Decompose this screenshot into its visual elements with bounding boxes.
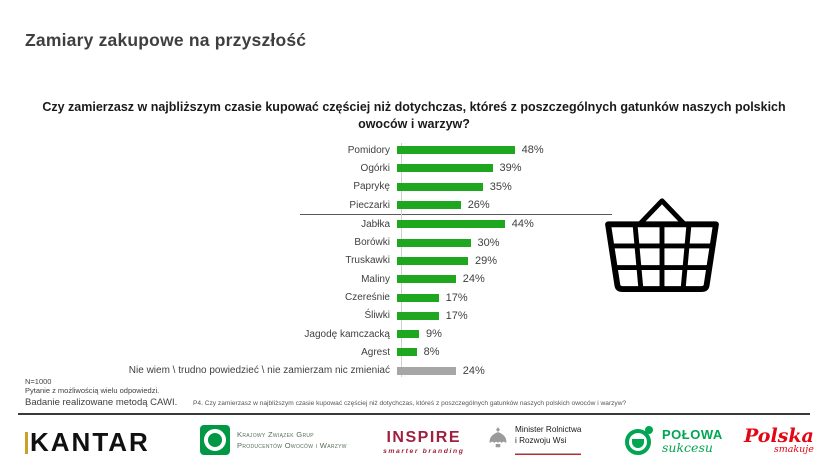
value-label: 44% (511, 218, 534, 231)
category-label: Jagodę kamczacką (304, 328, 390, 340)
kzgpoiw-logo (200, 425, 347, 455)
page-title: Zamiary zakupowe na przyszłość (25, 30, 307, 50)
bar-chart (0, 141, 620, 380)
footnotes (25, 377, 177, 408)
bar (397, 330, 419, 338)
eagle-icon (487, 425, 509, 453)
value-label: 9% (426, 328, 442, 341)
bar (397, 312, 439, 320)
ministry-line1: Minister Rolnictwa (515, 425, 582, 434)
inspire-logo (383, 429, 465, 455)
value-label: 48% (521, 144, 544, 157)
chart-row (0, 252, 620, 270)
inspire-logo-text: INSPIRE (386, 429, 461, 446)
chart-row (0, 325, 620, 343)
basket-icon (598, 192, 726, 294)
chart-row (0, 270, 620, 288)
ministry-logo (487, 425, 581, 455)
chart-row (0, 196, 620, 214)
polska-line2: smakuje (773, 444, 814, 455)
bar (397, 367, 456, 375)
kzgpoiw-emblem-icon (200, 425, 230, 455)
category-label: Pomidory (347, 144, 390, 156)
ministry-logo-text (515, 425, 581, 450)
category-label: Pieczarki (349, 199, 390, 211)
value-label: 17% (445, 291, 468, 304)
ministry-line2: i Rozwoju Wsi (515, 435, 567, 445)
chart-row (0, 307, 620, 325)
value-label: 8% (423, 346, 440, 359)
footnote-multi-response: Pytanie z możliwością wielu odpowiedzi. (25, 386, 160, 396)
kzgpoiw-line1: Krajowy Związek Grup (237, 429, 314, 439)
kzgpoiw-line2: Producentów Owoców i Warzyw (237, 441, 347, 450)
value-label: 39% (499, 162, 522, 175)
category-label: Maliny (361, 273, 390, 285)
chart-row (0, 141, 620, 159)
chart-row (0, 288, 620, 306)
bar (397, 201, 461, 209)
category-label: Truskawki (345, 255, 390, 267)
value-label: 35% (489, 180, 512, 193)
category-label: Śliwki (364, 310, 390, 322)
category-label: Borówki (354, 237, 390, 249)
polowa-line2: sukcesu (662, 440, 713, 455)
value-label: 24% (462, 364, 485, 377)
chart-row (0, 343, 620, 361)
category-label: Agrest (361, 346, 390, 358)
chart-row (0, 178, 620, 196)
category-label: Nie wiem \ trudno powiedzieć \ nie zamierzam nic zmieniać (128, 365, 390, 377)
polska-smakuje-logo (744, 425, 814, 455)
bar (397, 257, 468, 265)
category-label: Jabłka (361, 218, 390, 230)
bar (397, 294, 439, 302)
polska-line1: Polska (744, 425, 814, 447)
footnote-question-ref: P4. Czy zamierzasz w najbliższym czasie kupować częściej niż dotychczas, któreś z poszczególnych gatunków naszych polskich owoców i warzyw? (193, 400, 627, 407)
kzgpoiw-ring-icon (204, 429, 226, 451)
polowa-circle-icon (625, 426, 655, 456)
bar (397, 239, 471, 247)
polowa-sukcesu-logo (625, 426, 723, 456)
value-label: 26% (467, 199, 490, 212)
bar (397, 348, 417, 356)
polowa-line1: POŁOWA (662, 427, 723, 442)
chart-question: Czy zamierzasz w najbliższym czasie kupować częściej niż dotychczas, któreś z poszczególnych gatunków naszych polskich owoców i warzyw? (42, 100, 786, 131)
inspire-tagline: smarter branding (383, 448, 465, 455)
value-label: 30% (477, 236, 500, 249)
kantar-gold-accent (25, 432, 28, 454)
footnote-method: Badanie realizowane metodą CAWI. (25, 396, 178, 408)
bar (397, 164, 493, 172)
category-label: Czereśnie (344, 292, 390, 304)
bar (397, 220, 505, 228)
value-label: 17% (445, 309, 468, 322)
ministry-flag-rule (515, 453, 581, 455)
kantar-logo (25, 427, 150, 458)
value-label: 24% (462, 273, 485, 286)
footnote-sample-size: N=1000 (25, 377, 52, 386)
footer-logos (0, 419, 828, 465)
polowa-dot (645, 426, 653, 434)
kzgpoiw-logo-text (237, 429, 347, 452)
kantar-logo-text: KANTAR (30, 427, 150, 457)
value-label: 29% (475, 254, 498, 267)
bar (397, 275, 456, 283)
footer-divider (18, 413, 810, 415)
chart-row (0, 215, 620, 233)
chart-row (0, 159, 620, 177)
bar (397, 183, 483, 191)
bar (397, 146, 515, 154)
category-label: Paprykę (353, 181, 390, 193)
chart-row (0, 233, 620, 251)
category-label: Ogórki (360, 162, 390, 174)
